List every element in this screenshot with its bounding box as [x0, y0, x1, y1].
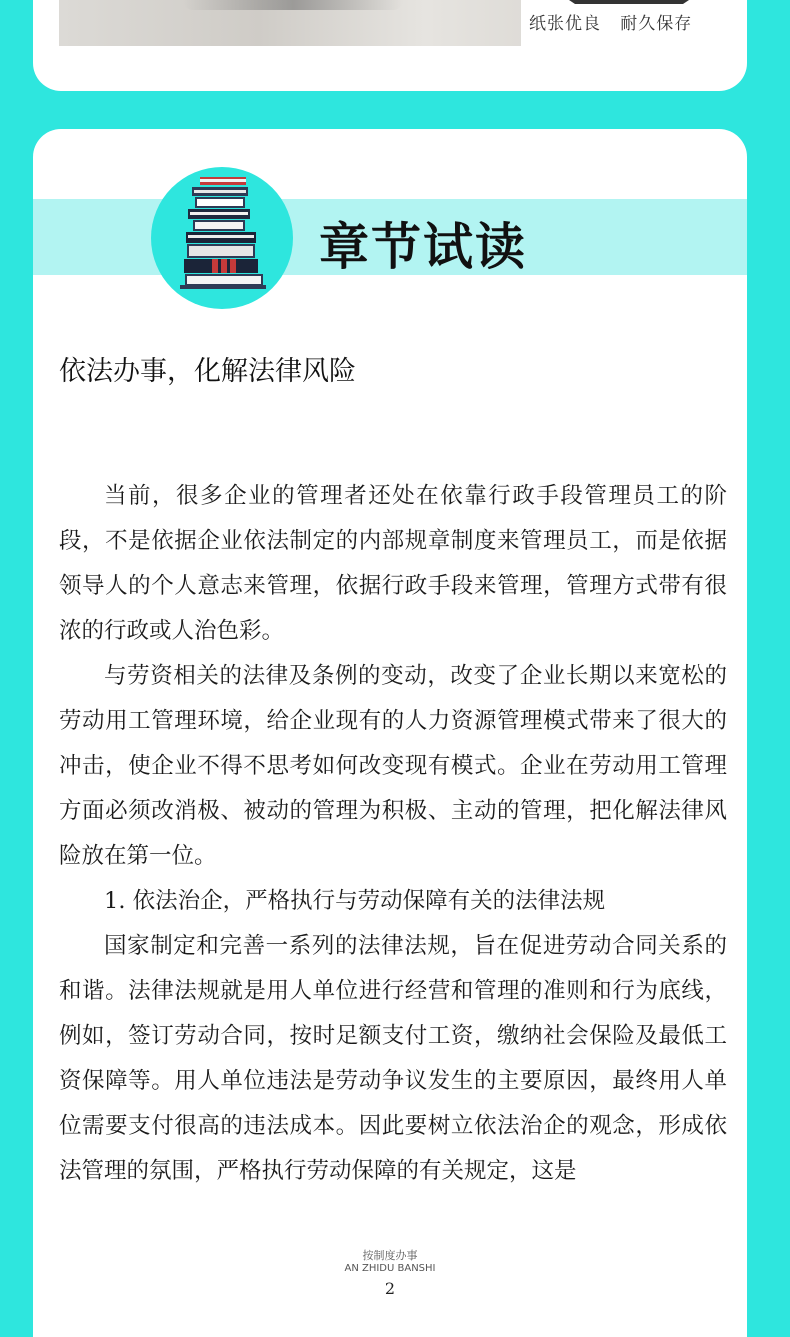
body-paragraph: 与劳资相关的法律及条例的变动，改变了企业长期以来宽松的劳动用工管理环境，给企业现有的人力资源管理模式带来了很大的冲击，使企业不得不思考如何改变现有模式。企业在劳动用工管理方面必须改消极、被动的管理为积极、主动的管理，把化解法律风险放在第一位。	[59, 663, 727, 869]
body-paragraph: 当前，很多企业的管理者还处在依靠行政手段管理员工的阶段，不是依据企业依法制定的内部规章制度来管理员工，而是依据领导人的个人意志来管理，依据行政手段来管理，管理方式带有很浓的行政或人治色彩。	[59, 483, 727, 644]
paper-caption: 纸张优良 耐久保存	[529, 14, 693, 34]
page-number: 2	[384, 1279, 396, 1298]
body-paragraph: 1. 依法治企，严格执行与劳动保障有关的法律法规	[104, 888, 606, 914]
paper-shadow	[183, 0, 403, 10]
chapter-body	[59, 474, 727, 1194]
chapter-preview-card	[33, 129, 747, 1337]
book-title-pinyin: AN ZHIDU BANSHI	[344, 1263, 436, 1274]
section-title: 章节试读	[319, 217, 527, 276]
chapter-subheading: 依法办事，化解法律风险	[59, 356, 356, 387]
books-stack-icon	[178, 173, 268, 293]
caption-edge	[569, 0, 689, 4]
top-card	[33, 0, 747, 91]
body-paragraph: 国家制定和完善一系列的法律法规，旨在促进劳动合同关系的和谐。法律法规就是用人单位进行经营和管理的准则和行为底线，例如，签订劳动合同，按时足额支付工资，缴纳社会保险及最低工资保障等。用人单位违法是劳动争议发生的主要原因，最终用人单位需要支付很高的违法成本。因此要树立依法治企的观念，形成依法管理的氛围，严格执行劳动保障的有关规定，这是	[59, 933, 727, 1184]
book-title-footer: 按制度办事	[362, 1249, 418, 1262]
